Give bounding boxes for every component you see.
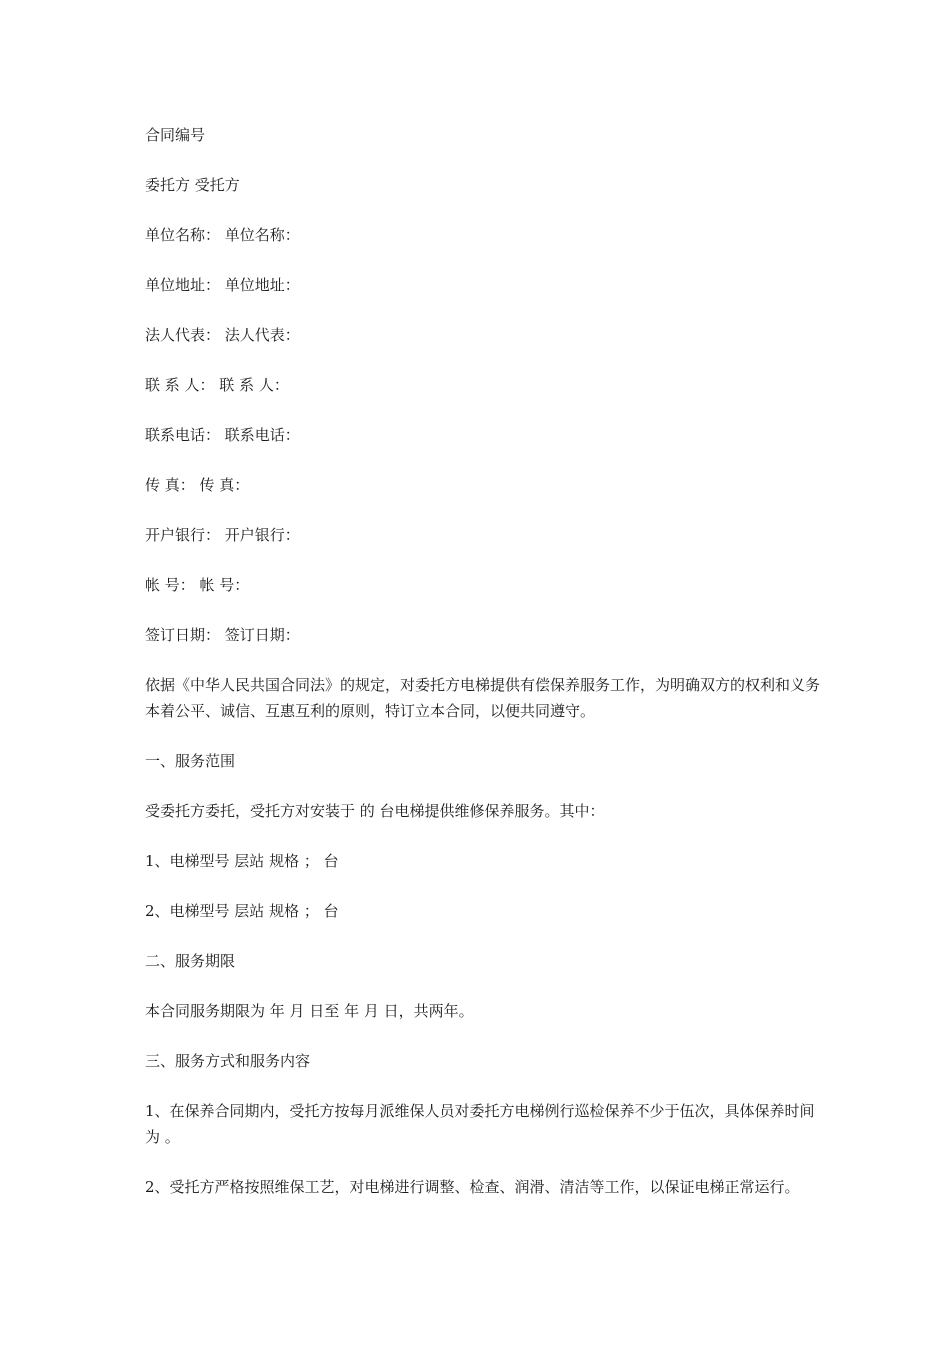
service-item-1: 1、在保养合同期内，受托方按每月派维保人员对委托方电梯例行巡检保养不少于伍次，具体保养时间为 。	[145, 1102, 815, 1146]
field-contact-person: 联 系 人： 联 系 人：	[145, 376, 289, 394]
section-heading-term: 二、服务期限	[145, 952, 236, 970]
field-unit-address: 单位地址： 单位地址：	[145, 276, 300, 294]
scope-intro: 受委托方委托，受托方对安装于 的 台电梯提供维修保养服务。其中：	[145, 802, 605, 820]
parties-line: 委托方 受托方	[145, 176, 240, 194]
service-item-2: 2、受托方严格按照维保工艺，对电梯进行调整、检查、润滑、清洁等工作，以保证电梯正常运行。	[145, 1178, 800, 1196]
contract-number-label: 合同编号	[145, 126, 206, 144]
scope-item-1: 1、电梯型号 层站 规格 ； 台	[145, 852, 339, 870]
field-legal-representative: 法人代表： 法人代表：	[145, 326, 300, 344]
field-signing-date: 签订日期： 签订日期：	[145, 626, 300, 644]
section-heading-service: 三、服务方式和服务内容	[145, 1052, 311, 1070]
field-fax: 传 真： 传 真：	[145, 476, 250, 494]
preamble-paragraph: 依据《中华人民共国合同法》的规定，对委托方电梯提供有偿保养服务工作，为明确双方的权利和义务本着公平、诚信、互惠互利的原则，特订立本合同，以便共同遵守。	[145, 676, 821, 720]
contract-body	[145, 122, 825, 1224]
field-unit-name: 单位名称： 单位名称：	[145, 226, 300, 244]
scope-item-2: 2、电梯型号 层站 规格 ； 台	[145, 902, 339, 920]
field-bank: 开户银行： 开户银行：	[145, 526, 300, 544]
term-text: 本合同服务期限为 年 月 日至 年 月 日，共两年。	[145, 1002, 474, 1020]
field-account-number: 帐 号： 帐 号：	[145, 576, 250, 594]
section-heading-scope: 一、服务范围	[145, 752, 236, 770]
field-contact-phone: 联系电话： 联系电话：	[145, 426, 300, 444]
